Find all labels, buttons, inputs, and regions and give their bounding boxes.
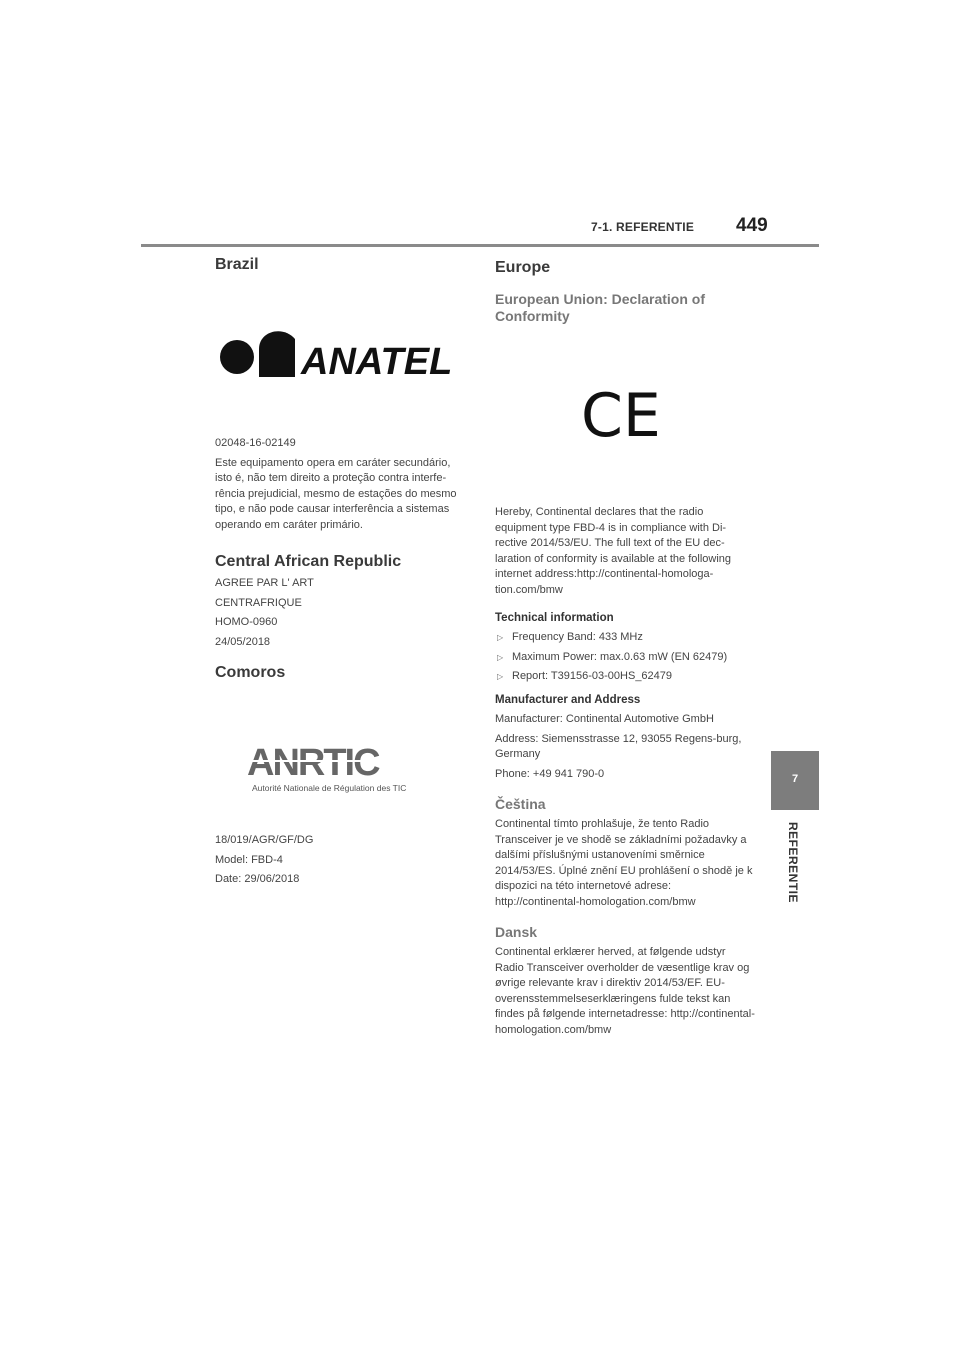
car-line: CENTRAFRIQUE [215,596,302,609]
comoros-line: Model: FBD-4 [215,853,283,866]
technical-heading: Technical information [495,612,614,624]
car-line: AGREE PAR L' ART [215,577,314,589]
bullet-triangle-icon: ▷ [497,672,504,681]
anatel-logo-text: ANATEL [301,341,453,383]
car-line: 24/05/2018 [215,635,271,648]
anatel-logo-dot [220,340,254,374]
artic-logo [247,739,447,794]
artic-logo-subtitle: Autorité Nationale de Régulation des TIC [252,783,407,793]
ce-mark-logo [581,380,671,450]
bullet-triangle-icon: ▷ [497,633,504,642]
manufacturer-line: Manufacturer: Continental Automotive GmbH [495,713,714,725]
list-item: ▷ Report: T39156-03-00HS_62479 [497,670,673,682]
manufacturer-line: Phone: +49 941 790-0 [495,767,605,780]
brazil-text: Este equipamento opera em caráter secundário, isto é, não tem direito a proteção contra interfe-rência prejudicial, mesmo de estações do mesmo tipo, e não pode causar interferência a sistemas operando em caráter primário. [215,456,457,531]
artic-logo-text: ANRTIC [247,742,379,784]
car-line: HOMO-0960 [215,616,278,628]
ce-mark-text: CE [581,381,661,450]
europe-text: Hereby, Continental declares that the radio equipment type FBD-4 is in compliance with Di-rective 2014/53/EU. The full text of the EU dec-laration of conformity is available at the following internet address:http://continental-homologa-tion.com/bmw [495,506,732,596]
header-rule [141,244,819,247]
cestina-text: Continental tímto prohlašuje, že tento Radio Transceiver je ve shodě se základními požadavky a dalšími příslušnými ustanoveními směrnice 2014/53/ES. Úplné znění EU prohlášení o shodě je k dispozici na této internetové adrese: http://continental-homologation.com/bmw [495,818,753,908]
manufacturer-heading: Manufacturer and Address [495,694,641,706]
europe-heading: Europe [495,259,551,276]
anatel-logo-arc [259,331,295,377]
manufacturer-line: Address: Siemensstrasse 12, 93055 Regens-burg, Germany [495,732,742,760]
chapter-label: REFERENTIE [786,822,800,904]
page-number: 449 [736,215,768,236]
eu-declaration-heading: European Union: Declaration of Conformity [495,291,706,324]
brazil-heading: Brazil [215,256,259,273]
chapter-tab: 7 [771,751,819,810]
dansk-text: Continental erklærer herved, at følgende udstyr Radio Transceiver overholder de væsentlige krav og øvrige relevante krav i direktiv 2014/53/EF. EU-overensstemmelseserklæringens fulde tekst kan findes på følgende internetadresse: http://continental-homologation.com/bmw [495,946,755,1036]
car-heading: Central African Republic [215,553,402,570]
comoros-line: 18/019/AGR/GF/DG [215,834,314,846]
list-item: ▷ Maximum Power: max.0.63 mW (EN 62479) [497,650,728,663]
comoros-line: Date: 29/06/2018 [215,873,300,885]
right-column [495,259,755,1038]
comoros-heading: Comoros [215,664,286,681]
dansk-heading: Dansk [495,924,538,940]
technical-list [495,630,755,684]
section-header: 7-1. REFERENTIE [591,220,695,234]
anatel-logo [215,317,465,387]
brazil-code: 02048-16-02149 [215,437,296,449]
left-column [215,256,465,888]
cestina-heading: Čeština [495,796,546,812]
bullet-triangle-icon: ▷ [497,652,504,662]
list-item: ▷ Frequency Band: 433 MHz [497,631,643,643]
